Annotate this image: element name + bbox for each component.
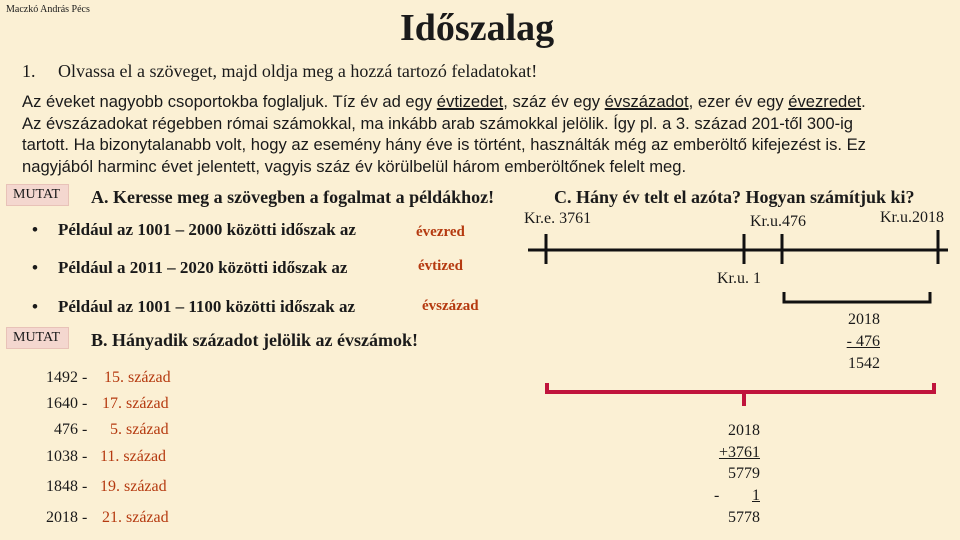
paragraph-line-4: nagyjából harminc évet jelentett, vagyis száz év körülbelül három emberöltőnek felelt meg. xyxy=(22,156,687,176)
mutat-button-a[interactable]: MUTAT xyxy=(6,184,69,206)
year-1848: 1848 - xyxy=(46,478,88,495)
year-476: 476 - xyxy=(54,421,88,438)
task-c-heading: C. Hány év telt el azóta? Hogyan számítjuk ki? xyxy=(554,187,915,207)
bracket-bc3761-2018 xyxy=(547,383,934,392)
example-3-text: Például az 1001 – 1100 közötti időszak az xyxy=(58,297,356,316)
example-1-answer: évezred xyxy=(416,224,465,240)
mutat-button-b[interactable]: MUTAT xyxy=(6,327,69,349)
term-evezred: évezredet xyxy=(788,92,862,111)
task-number: 1. xyxy=(22,61,36,81)
label-ad476: Kr.u.476 xyxy=(750,213,806,230)
task-b-heading: B. Hányadik századot jelölik az évszámok! xyxy=(91,330,418,350)
century-answer-5: 19. század xyxy=(100,478,167,495)
calc2-subtotal: 5779 xyxy=(728,465,760,482)
calc1-operand-a: 2018 xyxy=(848,311,880,328)
author-label: Maczkó András Pécs xyxy=(6,4,90,15)
year-1038: 1038 - xyxy=(46,448,88,465)
example-1-text: Például az 1001 – 2000 közötti időszak az xyxy=(58,220,356,239)
calc2-operand-d: 1 xyxy=(752,487,760,504)
example-2-answer: évtized xyxy=(418,258,463,274)
label-ad1: Kr.u. 1 xyxy=(717,270,761,287)
bullet: • xyxy=(32,220,38,239)
calc2-result: 5778 xyxy=(728,509,760,526)
year-1492: 1492 - xyxy=(46,369,88,386)
calc2-operand-b: +3761 xyxy=(718,444,760,461)
century-answer-1: 15. század xyxy=(104,369,171,386)
paragraph-line-2: Az évszázadokat régebben római számokkal, ma inkább arab számokkal jelölik. Így pl. a 3. század 201-től 300-ig xyxy=(22,113,854,133)
task-instruction: Olvassa el a szöveget, majd oldja meg a hozzá tartozó feladatokat! xyxy=(58,61,538,81)
calc1-operand-b: - 476 xyxy=(846,333,880,350)
text-fragment: Az éveket nagyobb csoportokba foglaljuk. Tíz év ad egy xyxy=(22,92,437,111)
calc2-operand-a: 2018 xyxy=(728,422,760,439)
text-fragment: . xyxy=(861,92,866,111)
year-1640: 1640 - xyxy=(46,395,88,412)
task-a-heading: A. Keresse meg a szövegben a fogalmat a példákhoz! xyxy=(91,187,495,207)
example-2-text: Például a 2011 – 2020 közötti időszak az xyxy=(58,258,348,277)
bullet: • xyxy=(32,297,38,316)
century-answer-2: 17. század xyxy=(102,395,169,412)
page-title: Időszalag xyxy=(400,7,555,49)
text-fragment: , száz év egy xyxy=(503,92,605,111)
century-answer-3: 5. század xyxy=(110,421,169,438)
bullet: • xyxy=(32,258,38,277)
text-fragment: , ezer év egy xyxy=(688,92,789,111)
paragraph-line-3: tartott. Ha bizonytalanabb volt, hogy az esemény hány éve is történt, használták még az emberöltő kifejezést is. Ez xyxy=(22,135,866,154)
example-3-answer: évszázad xyxy=(422,298,479,314)
term-evtized: évtizedet xyxy=(436,92,504,111)
century-answer-4: 11. század xyxy=(100,448,167,465)
bracket-476-2018 xyxy=(784,292,930,302)
term-evszazad: évszázadot xyxy=(604,92,689,111)
calc2-minus-sign: - xyxy=(714,487,720,504)
calc1-result: 1542 xyxy=(848,355,880,372)
label-bc3761: Kr.e. 3761 xyxy=(524,210,592,227)
label-ad2018: Kr.u.2018 xyxy=(880,209,944,226)
century-answer-6: 21. század xyxy=(102,509,169,526)
year-2018: 2018 - xyxy=(46,509,88,526)
